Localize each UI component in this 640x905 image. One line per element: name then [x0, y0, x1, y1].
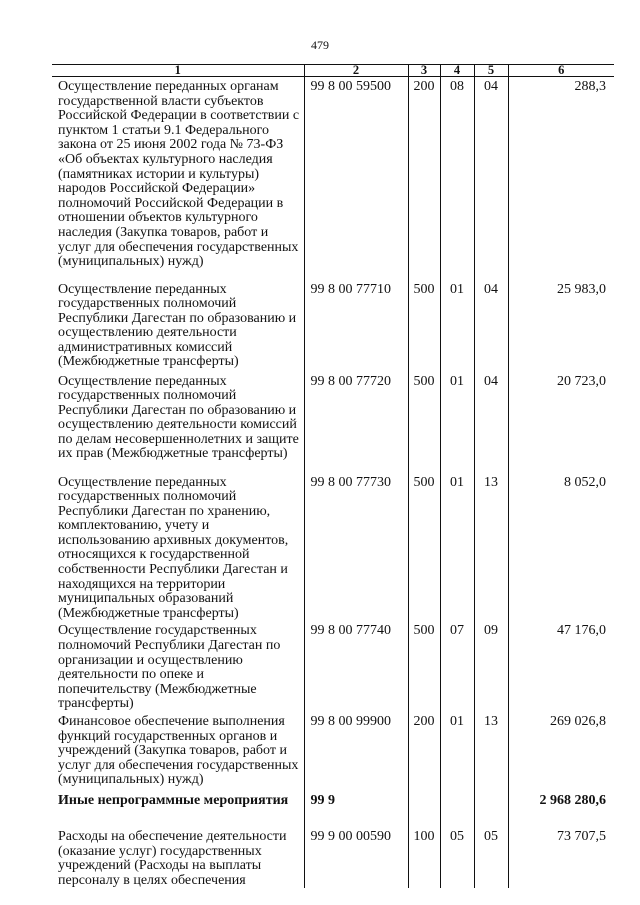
amount: 288,3	[508, 77, 614, 280]
section: 01	[440, 372, 474, 473]
budget-code: 99 8 00 77710	[304, 280, 408, 372]
table-row	[52, 621, 614, 712]
section: 05	[440, 827, 474, 888]
subsection: 04	[474, 372, 508, 473]
section: 08	[440, 77, 474, 280]
section: 01	[440, 473, 474, 622]
column-header: 5	[474, 65, 508, 77]
expense-name: Финансовое обеспечение выполнения функций государственных органов и учреждений (Закупка товаров, работ и услуг для обеспечения государственных (муниципальных) нужд)	[58, 714, 299, 788]
expense-name: Иные непрограммные мероприятия	[58, 793, 289, 808]
expense-name: Осуществление переданных государственных полномочий Республики Дагестан по образованию и осуществлению деятельности комиссий по делам несовершеннолетних и защите их прав (Межбюджетные трансферты)	[58, 373, 299, 462]
subsection: 13	[474, 712, 508, 791]
expense-name: Осуществление переданных государственных полномочий Республики Дагестан по хранению, комплектованию, учету и использованию архивных документов, относящихся к государственной собственности Республики Дагестан и находящихся на территории муниципальных образований (Межбюджетные трансферты)	[58, 474, 289, 621]
budget-code: 99 8 00 77720	[304, 372, 408, 473]
page-number: 479	[311, 38, 329, 52]
amount: 20 723,0	[508, 372, 614, 473]
expense-name: Расходы на обеспечение деятельности (оказание услуг) государственных учреждений (Расходы на выплаты персоналу в целях обеспечения	[58, 829, 287, 888]
subsection: 04	[474, 280, 508, 372]
column-divider	[304, 65, 305, 850]
budget-code: 99 9	[304, 791, 408, 827]
subsection: 09	[474, 621, 508, 712]
expense-name: Осуществление переданных государственных полномочий Республики Дагестан по образованию и осуществлению деятельности административных комиссий (Межбюджетные трансферты)	[58, 281, 297, 370]
expense-name: Осуществление государственных полномочий Республики Дагестан по организации и осуществлению деятельности по опеке и попечительству (Межбюджетные трансферты)	[58, 623, 281, 712]
amount: 8 052,0	[508, 473, 614, 622]
section: 07	[440, 621, 474, 712]
table-row	[52, 77, 614, 280]
budget-table-sheet	[52, 63, 614, 888]
budget-code: 99 8 00 77730	[304, 473, 408, 622]
amount: 47 176,0	[508, 621, 614, 712]
table-row	[52, 827, 614, 888]
section: 01	[440, 712, 474, 791]
column-number-row	[52, 65, 614, 77]
amount: 25 983,0	[508, 280, 614, 372]
expense-name: Осуществление переданных органам государственной власти субъектов Российской Федерации в соответствии с пунктом 1 статьи 9.1 Федерального закона от 25 июня 2002 года № 73-ФЗ «Об объектах культурного наследия (памятниках истории и культуры) народов Российской Федерации» полномочий Российской Федерации в отношении объектов культурного наследия (Закупка товаров, работ и услуг для обеспечения государственных (муниципальных) нужд)	[58, 79, 300, 270]
subsection	[474, 791, 508, 827]
column-header: 2	[304, 65, 408, 77]
subsection: 05	[474, 827, 508, 888]
table-row	[52, 791, 614, 827]
column-header: 4	[440, 65, 474, 77]
column-header: 6	[508, 65, 614, 77]
budget-code: 99 8 00 59500	[304, 77, 408, 280]
table-row	[52, 280, 614, 372]
subsection: 13	[474, 473, 508, 622]
column-header: 1	[52, 65, 304, 77]
column-divider	[408, 65, 409, 850]
column-header: 3	[408, 65, 440, 77]
table-row	[52, 712, 614, 791]
section: 01	[440, 280, 474, 372]
expense-type: 500	[408, 621, 440, 712]
expense-type: 500	[408, 372, 440, 473]
expense-type: 500	[408, 473, 440, 622]
table-row	[52, 473, 614, 622]
column-divider	[474, 65, 475, 850]
amount: 73 707,5	[508, 827, 614, 888]
expense-type: 100	[408, 827, 440, 888]
amount: 2 968 280,6	[508, 791, 614, 827]
budget-code: 99 9 00 00590	[304, 827, 408, 888]
column-divider	[440, 65, 441, 850]
subsection: 04	[474, 77, 508, 280]
table-row	[52, 372, 614, 473]
amount: 269 026,8	[508, 712, 614, 791]
expense-type	[408, 791, 440, 827]
column-divider	[508, 65, 509, 850]
section	[440, 791, 474, 827]
expense-type: 200	[408, 77, 440, 280]
budget-code: 99 8 00 77740	[304, 621, 408, 712]
expense-type: 500	[408, 280, 440, 372]
budget-table	[52, 65, 614, 888]
budget-code: 99 8 00 99900	[304, 712, 408, 791]
expense-type: 200	[408, 712, 440, 791]
